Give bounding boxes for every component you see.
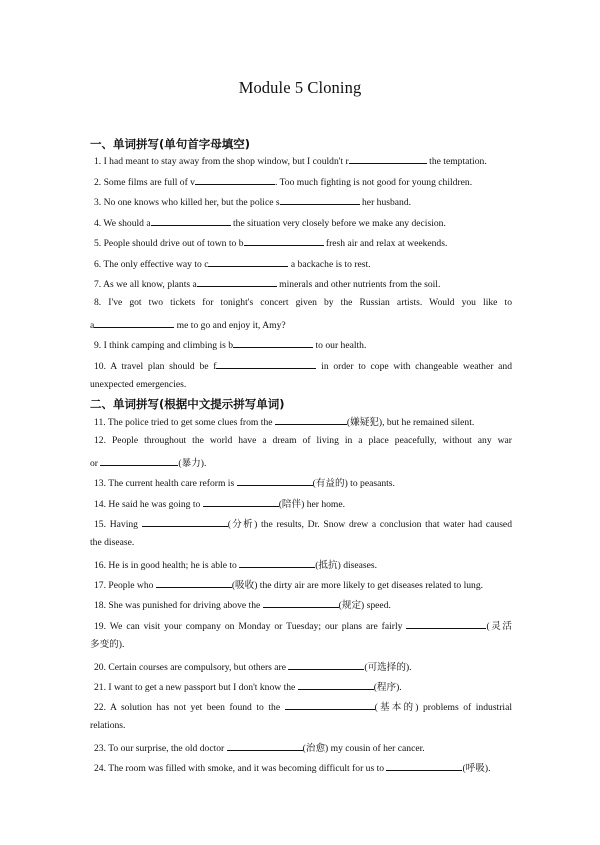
question-6: 6. The only effective way to c a backache is to rest. <box>94 259 371 270</box>
question-13: 13. The current health care reform is (有益的) to peasants. <box>94 478 395 489</box>
question-5: 5. People should drive out of town to b fresh air and relax at weekends. <box>94 238 448 249</box>
answer-blank[interactable] <box>349 154 427 164</box>
answer-blank[interactable] <box>216 359 316 369</box>
question-11: 11. The police tried to get some clues from the (嫌疑犯), but he remained silent. <box>94 417 475 428</box>
answer-blank[interactable] <box>298 680 374 690</box>
section-heading-2: 二、单词拼写(根据中文提示拼写单词) <box>90 397 285 411</box>
question-12-cont: or (暴力). <box>90 458 207 469</box>
answer-blank[interactable] <box>285 700 375 710</box>
question-19-cont: 多变的). <box>90 639 125 650</box>
question-12: 12. People throughout the world have a dream of living in a place peacefully, without any war <box>94 435 512 446</box>
answer-blank[interactable] <box>151 216 231 226</box>
answer-blank[interactable] <box>280 195 360 205</box>
question-4: 4. We should a the situation very closely before we make any decision. <box>94 218 446 229</box>
answer-blank[interactable] <box>195 175 275 185</box>
answer-blank[interactable] <box>100 456 178 466</box>
question-17: 17. People who (吸收) the dirty air are more likely to get diseases related to lung. <box>94 580 484 591</box>
question-22-cont: relations. <box>90 720 126 731</box>
question-24: 24. The room was filled with smoke, and it was becoming difficult for us to (呼吸). <box>94 763 491 774</box>
question-2: 2. Some films are full of v . Too much fighting is not good for young children. <box>94 177 473 188</box>
question-22: 22. A solution has not yet been found to the (基本的) problems of industrial <box>94 702 512 713</box>
answer-blank[interactable] <box>203 497 279 507</box>
question-7: 7. As we all know, plants a minerals and other nutrients from the soil. <box>94 279 441 290</box>
answer-blank[interactable] <box>263 598 339 608</box>
question-3: 3. No one knows who killed her, but the police s her husband. <box>94 197 412 208</box>
answer-blank[interactable] <box>406 619 486 629</box>
answer-blank[interactable] <box>142 517 228 527</box>
question-1: 1. I had meant to stay away from the shop window, but I couldn't r the temptation. <box>94 156 487 167</box>
answer-blank[interactable] <box>227 741 303 751</box>
answer-blank[interactable] <box>237 476 313 486</box>
page-title: Module 5 Cloning <box>238 78 362 97</box>
question-16: 16. He is in good health; he is able to (抵抗) diseases. <box>94 560 378 571</box>
question-20: 20. Certain courses are compulsory, but others are (可选择的). <box>94 662 412 673</box>
question-14: 14. He said he was going to (陪伴) her home. <box>94 499 346 510</box>
answer-blank[interactable] <box>244 236 324 246</box>
question-9: 9. I think camping and climbing is b to our health. <box>94 340 367 351</box>
answer-blank[interactable] <box>208 257 288 267</box>
question-15-cont: the disease. <box>90 537 135 548</box>
question-18: 18. She was punished for driving above the (规定) speed. <box>94 600 391 611</box>
question-15: 15. Having (分析) the results, Dr. Snow drew a conclusion that water had caused <box>94 519 512 530</box>
question-10-cont: unexpected emergencies. <box>90 379 187 390</box>
answer-blank[interactable] <box>288 660 364 670</box>
question-8-cont: a me to go and enjoy it, Amy? <box>90 320 286 331</box>
question-19: 19. We can visit your company on Monday or Tuesday; our plans are fairly (灵活 <box>94 621 512 632</box>
section-heading-1: 一、单词拼写(单句首字母填空) <box>90 137 251 151</box>
answer-blank[interactable] <box>239 558 315 568</box>
answer-blank[interactable] <box>386 761 462 771</box>
answer-blank[interactable] <box>156 578 232 588</box>
question-21: 21. I want to get a new passport but I don't know the (程序). <box>94 682 402 693</box>
question-10: 10. A travel plan should be f in order to cope with changeable weather and <box>94 361 512 372</box>
answer-blank[interactable] <box>197 277 277 287</box>
question-23: 23. To our surprise, the old doctor (治愈) my cousin of her cancer. <box>94 743 425 754</box>
answer-blank[interactable] <box>275 415 347 425</box>
answer-blank[interactable] <box>94 318 174 328</box>
answer-blank[interactable] <box>233 338 313 348</box>
question-8: 8. I've got two tickets for tonight's concert given by the Russian artists. Would you like to <box>94 297 512 308</box>
